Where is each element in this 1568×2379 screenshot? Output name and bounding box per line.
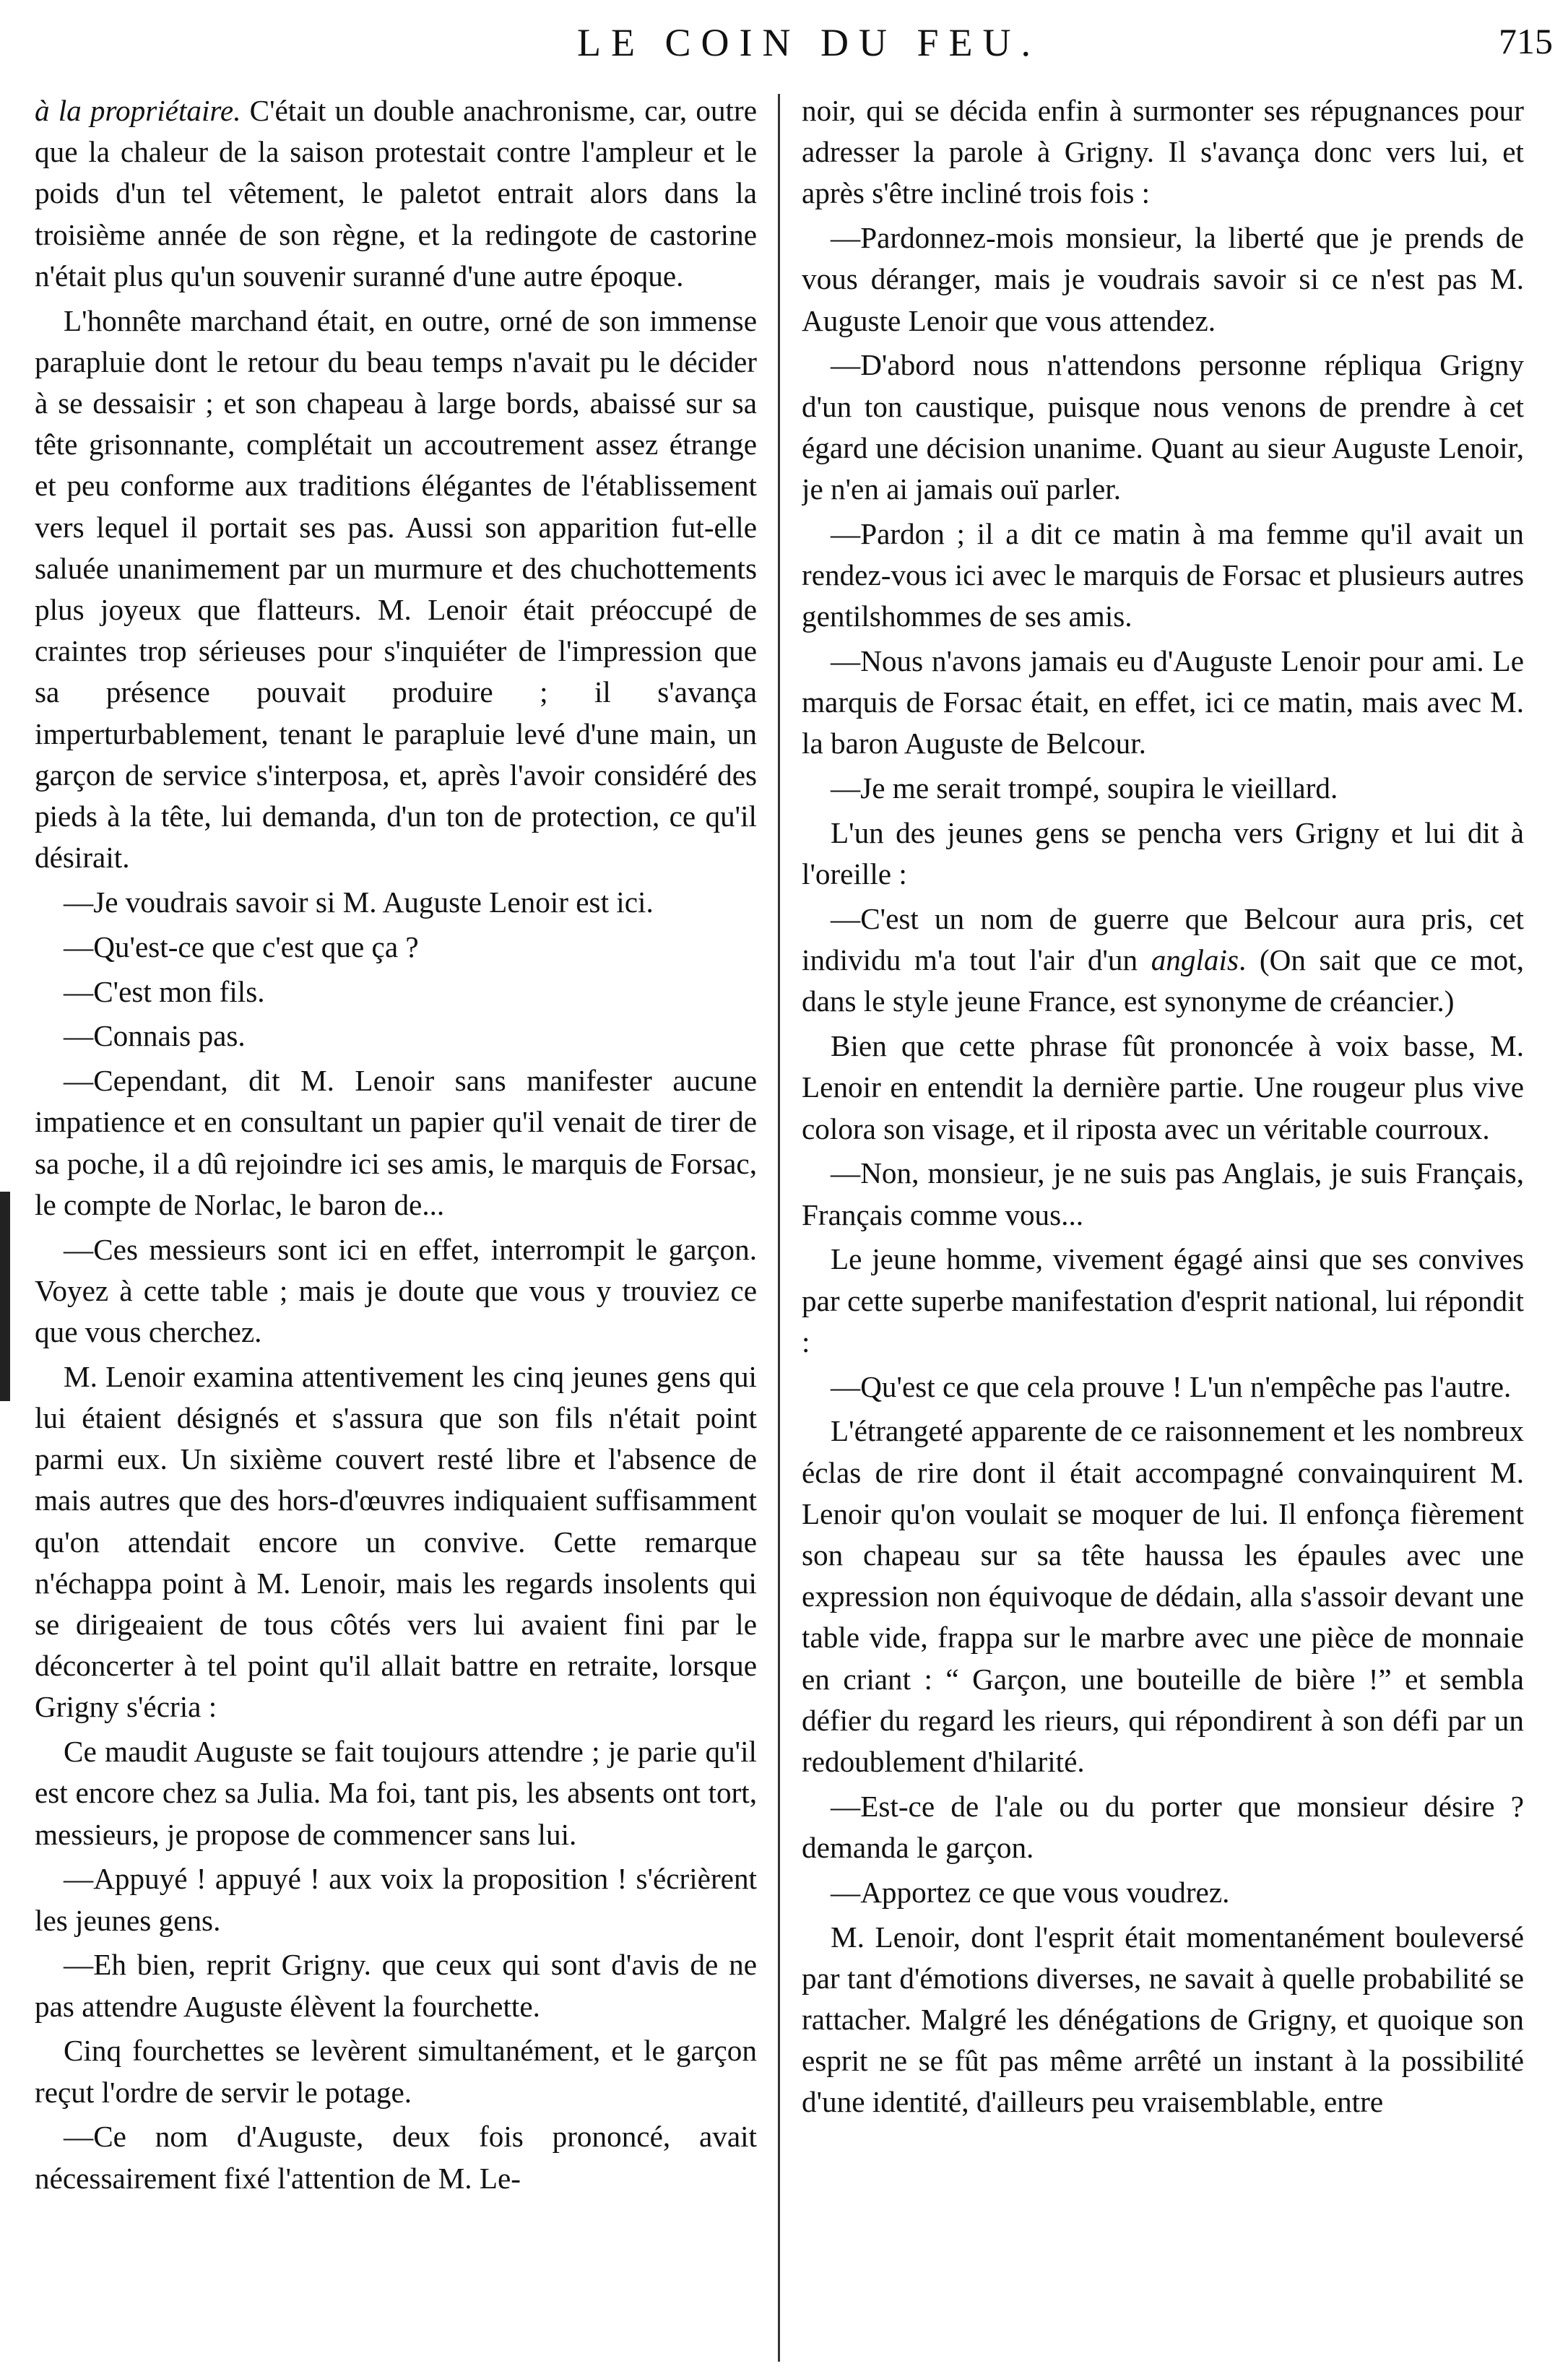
margin-mark <box>0 1192 10 1401</box>
dialogue-line: —Est-ce de l'ale ou du porter que monsieur désire ? demanda le garçon. <box>802 1789 1524 1865</box>
dialogue-line: —Connais pas. <box>64 1019 246 1053</box>
paragraph: M. Lenoir, dont l'esprit était momentanément bouleversé par tant d'émotions diverses, ne savait à quelle probabilité se rattacher. Malgré les dénégations de Grigny, et quoique son esprit ne se fût pas même arrêté un instant à la possibilité d'une identité, d'ailleurs peu vraisemblable, entre <box>802 1920 1524 2119</box>
paragraph: Bien que cette phrase fût prononcée à voix basse, M. Lenoir en entendit la dernière partie. Une rougeur plus vive colora son visage, et il riposta avec un véritable courroux. <box>802 1029 1524 1145</box>
paragraph: Cinq fourchettes se levèrent simultanément, et le garçon reçut l'ordre de servir le potage. <box>35 2034 757 2109</box>
dialogue-line: —Nous n'avons jamais eu d'Auguste Lenoir pour ami. Le marquis de Forsac était, en effet, ici ce matin, mais avec M. la baron Auguste de Belcour. <box>802 644 1524 760</box>
page-number: 715 <box>1499 21 1553 61</box>
dialogue-line: —Je voudrais savoir si M. Auguste Lenoir est ici. <box>64 885 654 919</box>
dialogue-line: —Ces messieurs sont ici en effet, interrompit le garçon. Voyez à cette table ; mais je doute que vous y trouviez ce que vous cherchez. <box>35 1232 757 1349</box>
paragraph-text-tail: . (On sait que ce mot, dans le style jeune France, est synonyme de créancier.) <box>802 943 1524 1018</box>
dialogue-line <box>802 898 1524 1023</box>
dialogue-line: —Cependant, dit M. Lenoir sans manifester aucune impatience et en consultant un papier qu'il venait de tirer de sa poche, il a dû rejoindre ici ses amis, le marquis de Forsac, le compte de Norlac, le baron de... <box>35 1064 757 1221</box>
paragraph: L'honnête marchand était, en outre, orné de son immense parapluie dont le retour du beau temps n'avait pu le décider à se dessaisir ; et son chapeau à large bords, abaissé sur sa tête grisonnante, complétait un accoutrement assez étrange et peu conforme aux traditions élégantes de l'établissement vers lequel il portait ses pas. Aussi son apparition fut-elle saluée unanimement par un murmure et des chuchottements plus joyeux que flatteurs. M. Lenoir était préoccupé de craintes trop sérieuses pour s'inquiéter de l'impression que sa présence pouvait produire ; il s'avança imperturbablement, tenant le parapluie levé d'une main, un garçon de service s'interposa, et, après l'avoir considéré des pieds à la tête, lui demanda, d'un ton de protection, ce qu'il désirait. <box>35 303 757 875</box>
paragraph <box>35 90 757 297</box>
paragraph: L'un des jeunes gens se pencha vers Grigny et lui dit à l'oreille : <box>802 816 1524 891</box>
italic-word: anglais <box>1151 943 1239 977</box>
running-title: LE COIN DU FEU. <box>577 21 1041 64</box>
paragraph-text: C'était un double anachronisme, car, outre que la chaleur de la saison protestait contre l'ampleur et le poids d'un tel vêtement, le paletot entrait alors dans la troisième année de son règne, et la redingote de castorine n'était plus qu'un souvenir suranné d'une autre époque. <box>35 94 757 292</box>
dialogue-line: —Eh bien, reprit Grigny. que ceux qui sont d'avis de ne pas attendre Auguste élèvent la fourchette. <box>35 1948 757 2023</box>
paragraph-text: —C'est un nom de guerre que Belcour aura pris, cet individu m'a tout l'air d'un <box>802 902 1524 977</box>
dialogue-line: —Qu'est ce que cela prouve ! L'un n'empêche pas l'autre. <box>831 1369 1512 1403</box>
dialogue-line: —Qu'est-ce que c'est que ça ? <box>64 930 419 963</box>
dialogue-line: —Pardonnez-mois monsieur, la liberté que je prends de vous déranger, mais je voudrais savoir si ce n'est pas M. Auguste Lenoir que vous attendez. <box>802 221 1524 337</box>
paragraph: M. Lenoir examina attentivement les cinq jeunes gens qui lui étaient désignés et s'assura que son fils n'était point parmi eux. Un sixième couvert resté libre et l'absence de mais autres que des hors-d'œuvres indiquaient suffisamment qu'on attendait encore un convive. Cette remarque n'échappa point à M. Lenoir, mais les regards insolents qui se dirigeaient de tous côtés vers lui avaient fini par le déconcerter à tel point qu'il allait battre en retraite, lorsque Grigny s'écria : <box>35 1359 757 1724</box>
running-head <box>65 14 1553 72</box>
dialogue-line: —C'est mon fils. <box>64 974 265 1008</box>
right-column <box>802 90 1524 2372</box>
paragraph: L'étrangeté apparente de ce raisonnement et les nombreux éclas de rire dont il était accompagné convainquirent M. Lenoir qu'on voulait se moquer de lui. Il enfonça fièrement son chapeau sur sa tête haussa les épaules avec une expression non équivoque de dédain, alla s'assoir devant une table vide, frappa sur le marbre avec une pièce de monnaie en criant : “ Garçon, une bouteille de bière !” et sembla défier du regard les rieurs, qui répondirent à son défi par un redoublement d'hilarité. <box>802 1414 1524 1779</box>
dialogue-line: —Ce nom d'Auguste, deux fois prononcé, avait nécessairement fixé l'attention de M. Le- <box>35 2120 757 2195</box>
column-rule <box>778 94 780 2362</box>
dialogue-line: —Non, monsieur, je ne suis pas Anglais, je suis Français, Français comme vous... <box>802 1156 1524 1231</box>
dialogue-line: —Pardon ; il a dit ce matin à ma femme qu'il avait un rendez-vous ici avec le marquis de Forsac et plusieurs autres gentilshommes de ses amis. <box>802 516 1524 633</box>
left-column <box>35 90 757 2372</box>
dialogue-line: —Je me serait trompé, soupira le vieillard. <box>831 771 1338 805</box>
dialogue-line: —D'abord nous n'attendons personne répliqua Grigny d'un ton caustique, puisque nous venons de prendre à cet égard une décision unanime. Quant au sieur Auguste Lenoir, je n'en ai jamais ouï parler. <box>802 348 1524 506</box>
dialogue-line: —Appuyé ! appuyé ! aux voix la proposition ! s'écrièrent les jeunes gens. <box>35 1862 757 1937</box>
paragraph: Le jeune homme, vivement égagé ainsi que ses convives par cette superbe manifestation d'esprit national, lui répondit : <box>802 1242 1524 1358</box>
dialogue-line: —Apportez ce que vous voudrez. <box>831 1875 1230 1909</box>
paragraph-continuation: noir, qui se décida enfin à surmonter ses répugnances pour adresser la parole à Grigny. Il s'avança donc vers lui, et après s'être incliné trois fois : <box>802 94 1524 210</box>
paragraph: Ce maudit Auguste se fait toujours attendre ; je parie qu'il est encore chez sa Julia. Ma foi, tant pis, les absents ont tort, messieurs, je propose de commencer sans lui. <box>35 1735 757 1851</box>
paragraph-italic-lead: à la propriétaire. <box>35 94 241 127</box>
